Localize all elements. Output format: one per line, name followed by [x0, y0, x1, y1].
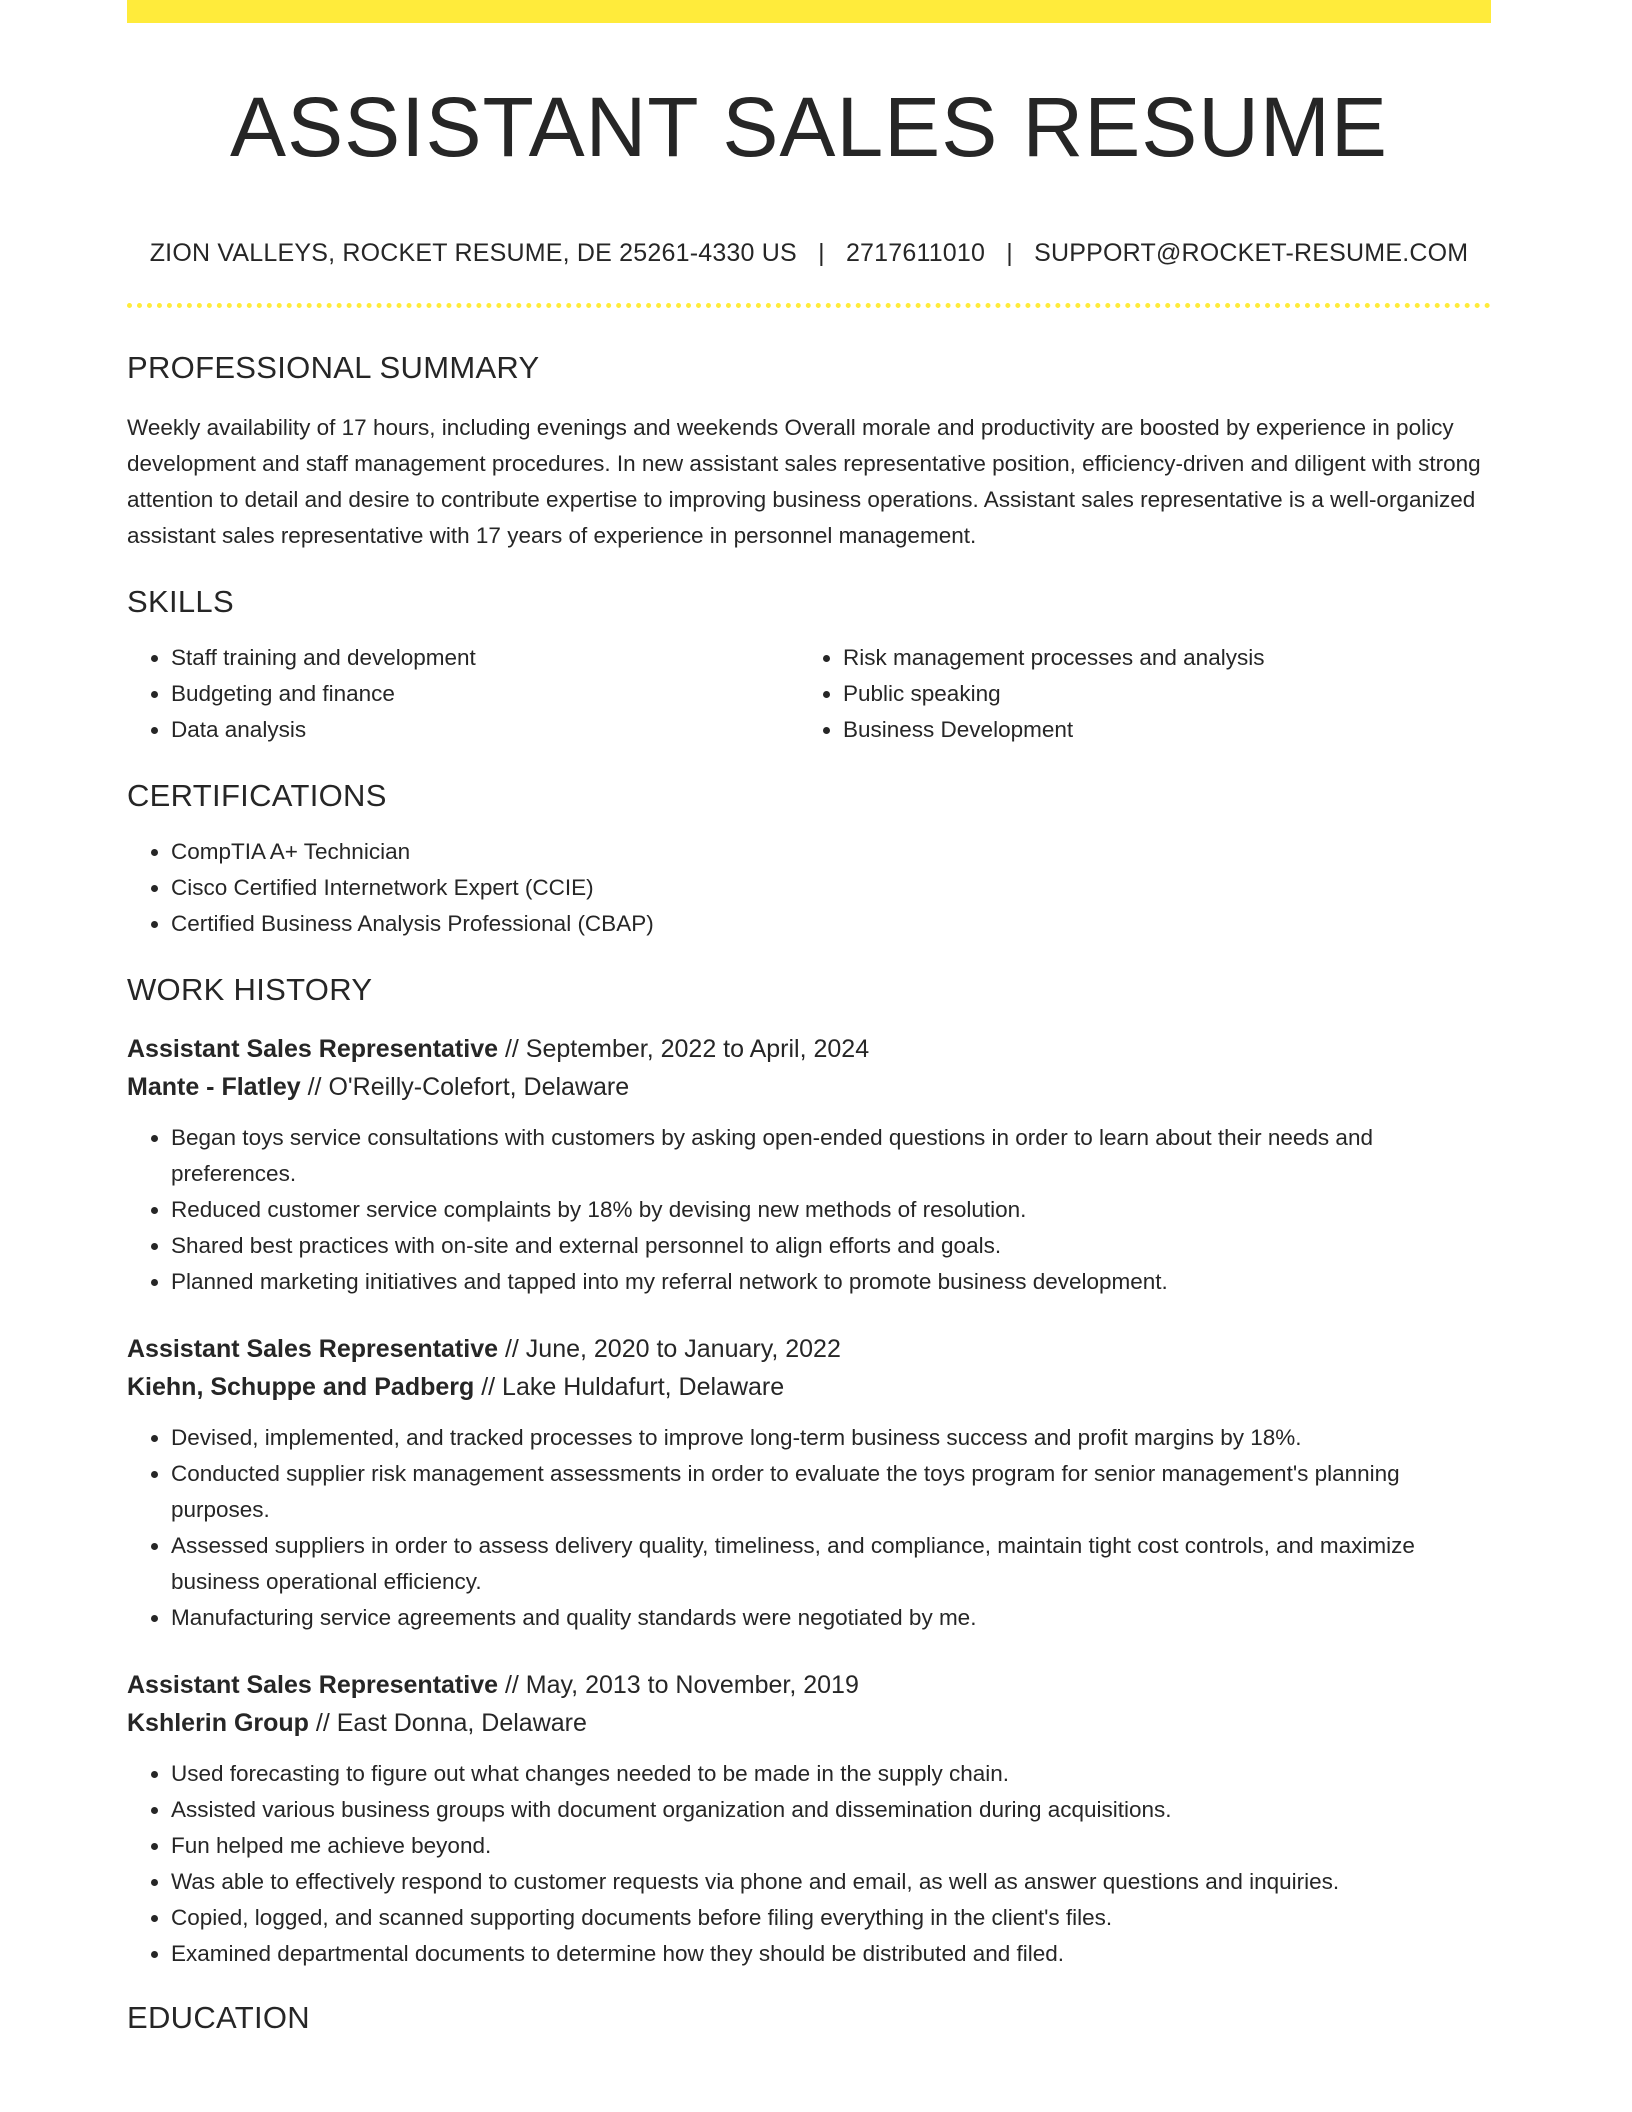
- job-entry: [127, 1666, 1491, 1972]
- job-bullets: [127, 1756, 1491, 1972]
- summary-section: [127, 350, 1491, 554]
- skill-item: • Staff training and development: [171, 640, 799, 676]
- skill-item: • Risk management processes and analysis: [843, 640, 1471, 676]
- job-bullets: [127, 1120, 1491, 1300]
- accent-bar: [127, 0, 1491, 23]
- skills-grid: [127, 640, 1491, 748]
- certifications-section: [127, 778, 1491, 942]
- skills-heading: SKILLS: [127, 584, 234, 619]
- skills-column-right: [799, 640, 1471, 748]
- job-bullet: • Planned marketing initiatives and tapped into my referral network to promote business development.: [171, 1264, 1491, 1300]
- certifications-list: [127, 834, 1491, 942]
- skill-item: • Public speaking: [843, 676, 1471, 712]
- summary-heading: PROFESSIONAL SUMMARY: [127, 350, 540, 385]
- certification-item: • Certified Business Analysis Professional (CBAP): [171, 906, 1491, 942]
- job-location: // Lake Huldafurt, Delaware: [474, 1373, 785, 1401]
- job-bullet: • Began toys service consultations with customers by asking open-ended questions in order to learn about their needs and preferences.: [171, 1120, 1491, 1192]
- job-title: Assistant Sales Representative: [127, 1671, 499, 1699]
- resume-page: [127, 0, 1491, 2036]
- job-bullet: • Reduced customer service complaints by 18% by devising new methods of resolution.: [171, 1192, 1491, 1228]
- job-company-line: [127, 1068, 1491, 1106]
- resume-title: ASSISTANT SALES RESUME: [230, 80, 1388, 174]
- job-title-line: [127, 1330, 1491, 1368]
- job-company: Kshlerin Group: [127, 1709, 309, 1737]
- job-bullet: • Copied, logged, and scanned supporting documents before filing everything in the client's files.: [171, 1900, 1491, 1936]
- work-history-section: [127, 972, 1491, 1972]
- job-title-line: [127, 1030, 1491, 1068]
- summary-text: Weekly availability of 17 hours, including evenings and weekends Overall morale and productivity are boosted by experience in policy development and staff management procedures. In new assistant sales representative position, efficiency-driven and diligent with strong attention to detail and desire to contribute expertise to improving business operations. Assistant sales representative is a well-organized assistant sales representative with 17 years of experience in personnel management.: [127, 415, 1481, 548]
- contact-line: [127, 239, 1491, 268]
- job-bullet: • Devised, implemented, and tracked processes to improve long-term business success and profit margins by 18%.: [171, 1420, 1491, 1456]
- skill-item: • Data analysis: [171, 712, 799, 748]
- skills-column-left: [127, 640, 799, 748]
- job-bullet: • Manufacturing service agreements and quality standards were negotiated by me.: [171, 1600, 1491, 1636]
- skill-item: • Budgeting and finance: [171, 676, 799, 712]
- certification-item: • CompTIA A+ Technician: [171, 834, 1491, 870]
- contact-address: ZION VALLEYS, ROCKET RESUME, DE 25261-4330 US: [149, 239, 797, 267]
- job-bullet: • Conducted supplier risk management assessments in order to evaluate the toys program for senior management's planning purposes.: [171, 1456, 1491, 1528]
- job-bullet: • Shared best practices with on-site and external personnel to align efforts and goals.: [171, 1228, 1491, 1264]
- job-location: // East Donna, Delaware: [308, 1709, 587, 1737]
- dotted-divider: [127, 303, 1491, 308]
- job-title: Assistant Sales Representative: [127, 1035, 499, 1063]
- certification-item: • Cisco Certified Internetwork Expert (CCIE): [171, 870, 1491, 906]
- job-bullet: • Used forecasting to figure out what changes needed to be made in the supply chain.: [171, 1756, 1491, 1792]
- job-dates: // September, 2022 to April, 2024: [498, 1035, 870, 1063]
- job-entry: [127, 1030, 1491, 1300]
- job-title-line: [127, 1666, 1491, 1704]
- skill-item: • Business Development: [843, 712, 1471, 748]
- job-dates: // May, 2013 to November, 2019: [498, 1671, 859, 1699]
- education-section: [127, 2000, 1491, 2036]
- job-bullet: • Assessed suppliers in order to assess delivery quality, timeliness, and compliance, maintain tight cost controls, and maximize business operational efficiency.: [171, 1528, 1491, 1600]
- job-entry: [127, 1330, 1491, 1636]
- job-company: Mante - Flatley: [127, 1073, 301, 1101]
- job-dates: // June, 2020 to January, 2022: [498, 1335, 841, 1363]
- contact-email: SUPPORT@ROCKET-RESUME.COM: [1034, 239, 1469, 267]
- job-company-line: [127, 1704, 1491, 1742]
- job-bullets: [127, 1420, 1491, 1636]
- job-location: // O'Reilly-Colefort, Delaware: [300, 1073, 630, 1101]
- contact-separator: |: [1006, 239, 1013, 267]
- contact-phone: 2717611010: [845, 239, 986, 267]
- job-bullet: • Was able to effectively respond to customer requests via phone and email, as well as answer questions and inquiries.: [171, 1864, 1491, 1900]
- contact-separator: |: [818, 239, 825, 267]
- job-company-line: [127, 1368, 1491, 1406]
- job-company: Kiehn, Schuppe and Padberg: [127, 1373, 475, 1401]
- job-bullet: • Fun helped me achieve beyond.: [171, 1828, 1491, 1864]
- job-bullet: • Examined departmental documents to determine how they should be distributed and filed.: [171, 1936, 1491, 1972]
- skills-section: [127, 584, 1491, 748]
- work-history-heading: WORK HISTORY: [127, 972, 373, 1007]
- job-title: Assistant Sales Representative: [127, 1335, 499, 1363]
- certifications-heading: CERTIFICATIONS: [127, 778, 387, 813]
- job-bullet: • Assisted various business groups with document organization and dissemination during acquisitions.: [171, 1792, 1491, 1828]
- education-heading: EDUCATION: [127, 2000, 310, 2035]
